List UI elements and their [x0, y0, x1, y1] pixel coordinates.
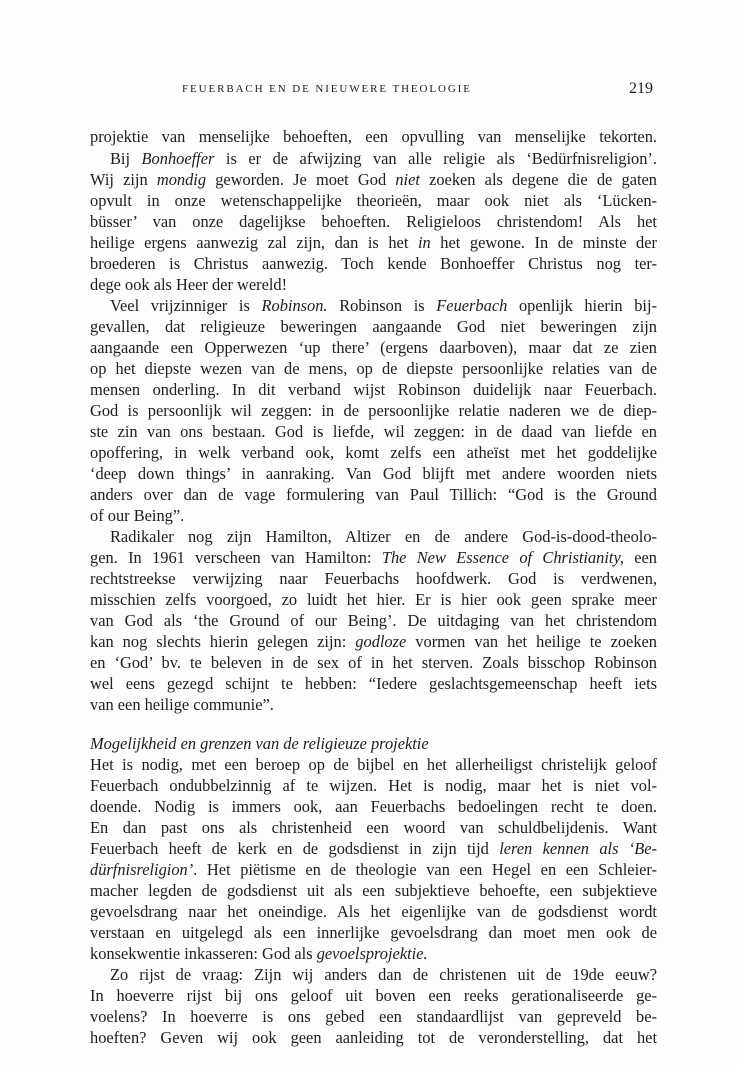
text-run: heilige ergens aanwezig zal zijn, dan is het: [90, 233, 418, 252]
text-run: hoeften? Geven wij ook geen aanleiding tot de veronderstelling, dat het: [90, 1028, 657, 1047]
text-run: konsekwentie inkasseren: God als: [90, 944, 317, 963]
text-line: [90, 589, 657, 610]
italic-run: leren kennen als ‘Be-: [499, 839, 657, 858]
text-run: aangaande een Opperwezen ‘up there’ (ergens daarboven), maar dat ze zien: [90, 338, 657, 357]
text-run: op het diepste wezen van de mens, op de diepste persoonlijke relaties van de: [90, 359, 657, 378]
text-line: [90, 880, 657, 901]
section-heading: [90, 733, 657, 754]
text-run: projektie van menselijke behoeften, een opvulling van menselijke tekorten.: [90, 127, 657, 146]
text-run: van God als ‘the Ground of our Being’. De uitdaging van het christendom: [90, 611, 657, 630]
text-line: [90, 964, 657, 985]
text-line: [90, 673, 657, 694]
text-line: [90, 211, 657, 232]
text-run: misschien zelfs voorgoed, zo luidt het hier. Er is hier ook geen sprake meer: [90, 590, 657, 609]
text-run: zoeken als degene die de gaten: [419, 170, 657, 189]
text-run: dege ook als Heer der wereld!: [90, 275, 288, 294]
text-run: Radikaler nog zijn Hamilton, Altizer en de andere God-is-dood-theolo-: [110, 527, 657, 546]
italic-run: Feuerbach: [436, 296, 508, 315]
text-run: macher legden de godsdienst uit als een subjektieve behoefte, een subjektieve: [90, 881, 657, 900]
text-line: [90, 775, 657, 796]
text-line: [90, 568, 657, 589]
text-line: [90, 148, 657, 169]
text-line: [90, 610, 657, 631]
text-run: Bij: [110, 149, 142, 168]
text-line: [90, 421, 657, 442]
text-line: [90, 337, 657, 358]
italic-run: The New Essence of Christianity,: [381, 548, 624, 567]
text-run: Zo rijst de vraag: Zijn wij anders dan de christenen uit de 19de eeuw?: [110, 965, 657, 984]
text-line: [90, 400, 657, 421]
text-run: en ‘God’ bv. te beleven in de sex of in het sterven. Zoals bisschop Robinson: [90, 653, 657, 672]
text-run: Veel vrijzinniger is: [110, 296, 262, 315]
text-line: [90, 295, 657, 316]
text-line: [90, 547, 657, 568]
running-title: FEUERBACH EN DE NIEUWERE THEOLOGIE: [182, 83, 472, 95]
text-run: ste zin van ons bestaan. God is liefde, wil zeggen: in de daad van liefde en: [90, 422, 657, 441]
text-run: Het is nodig, met een beroep op de bijbel en het allerheiligst christelijk geloof: [90, 755, 657, 774]
text-run: Mogelijkheid en grenzen van de religieuze projektie: [90, 734, 429, 753]
text-run: vormen van het heilige te zoeken: [406, 632, 657, 651]
text-run: doende. Nodig is immers ook, aan Feuerbachs bedoelingen recht te doen.: [90, 797, 657, 816]
text-line: [90, 1006, 657, 1027]
text-run: En dan past ons als christenheid een woord van schuldbelijdenis. Want: [90, 818, 657, 837]
text-run: kan nog slechts hierin gelegen zijn:: [90, 632, 356, 651]
text-run: van een heilige communie”.: [90, 695, 274, 714]
text-line: [90, 901, 657, 922]
text-line: [90, 379, 657, 400]
text-line: [90, 232, 657, 253]
text-line: [90, 1027, 657, 1048]
text-line: [90, 652, 657, 673]
text-run: verstaan en uitgelegd als een innerlijke gevoelsdrang dan moet men ook de: [90, 923, 657, 942]
text-line: [90, 169, 657, 190]
page-number: 219: [629, 80, 653, 97]
text-line: [90, 796, 657, 817]
text-line: [90, 358, 657, 379]
text-line: [90, 631, 657, 652]
text-run: opvult in onze wetenschappelijke theorieën, maar ook niet als ‘Lücken-: [90, 191, 657, 210]
italic-run: gevoelsprojektie.: [316, 944, 428, 963]
text-run: Robinson is: [327, 296, 437, 315]
text-line: [90, 985, 657, 1006]
text-run: Feuerbach heeft de kerk en de godsdienst in zijn tijd: [90, 839, 500, 858]
text-run: Feuerbach ondubbelzinnig af te wijzen. Het is nodig, maar het is niet vol-: [90, 776, 657, 795]
text-line: [90, 943, 657, 964]
text-run: openlijk hierin bij-: [507, 296, 657, 315]
text-run: gen. In 1961 verscheen van Hamilton:: [90, 548, 382, 567]
italic-run: Bonhoeffer: [141, 149, 215, 168]
text-line: [90, 190, 657, 211]
italic-run: niet: [395, 170, 420, 189]
page-header: [90, 80, 657, 103]
text-run: het gewone. In de minste der: [430, 233, 657, 252]
text-run: een: [623, 548, 657, 567]
text-run: In hoeverre rijst bij ons geloof uit boven een reeks gerationaliseerde ge-: [90, 986, 657, 1005]
text-line: [90, 126, 657, 147]
text-line: [90, 274, 657, 295]
text-run: voelens? In hoeverre is ons gebed een standaardlijst van gepreveld be-: [90, 1007, 657, 1026]
text-run: geworden. Je moet God: [206, 170, 396, 189]
text-run: of our Being”.: [90, 506, 185, 525]
text-run: gevoelsdrang naar het oneindige. Als het eigenlijke van de godsdienst wordt: [90, 902, 657, 921]
text-run: büsser’ van onze dagelijkse behoeften. Religieloos christendom! Als het: [90, 212, 657, 231]
text-run: wel eens gezegd schijnt te hebben: “Iedere geslachtsgemeenschap heeft iets: [90, 674, 657, 693]
text-line: [90, 859, 657, 880]
text-run: opoffering, in welk verband ook, komt zelfs een atheïst met het goddelijke: [90, 443, 657, 462]
text-line: [90, 694, 657, 715]
text-line: [90, 817, 657, 838]
italic-run: godloze: [355, 632, 407, 651]
text-run: broederen is Christus aanwezig. Toch kende Bonhoeffer Christus nog ter-: [90, 254, 657, 273]
text-line: [90, 463, 657, 484]
text-line: [90, 484, 657, 505]
text-line: [90, 838, 657, 859]
text-run: is er de afwijzing van alle religie als ‘Bedürfnisreligion’.: [214, 149, 657, 168]
italic-run: in: [417, 233, 431, 252]
italic-run: Robinson.: [261, 296, 328, 315]
text-line: [90, 505, 657, 526]
text-run: rechtstreekse verwijzing naar Feuerbachs hoofdwerk. God is verdwenen,: [90, 569, 657, 588]
text-line: [90, 253, 657, 274]
text-run: mensen onderling. In dit verband wijst Robinson duidelijk naar Feuerbach.: [90, 380, 657, 399]
text-line: [90, 316, 657, 337]
text-run: ‘deep down things’ in aanraking. Van God blijft met andere woorden niets: [90, 464, 657, 483]
text-run: anders over dan de vage formulering van Paul Tillich: “God is the Ground: [90, 485, 657, 504]
text-line: [90, 526, 657, 547]
text-run: gevallen, dat religieuze beweringen aangaande God niet beweringen zijn: [90, 317, 657, 336]
text-line: [90, 442, 657, 463]
text-line: [90, 922, 657, 943]
text-line: [90, 754, 657, 775]
text-run: God is persoonlijk wil zeggen: in de persoonlijke relatie naderen we de diep-: [90, 401, 657, 420]
text-run: Wij zijn: [90, 170, 157, 189]
italic-run: mondig: [156, 170, 207, 189]
text-run: . Het piëtisme en de theologie van een Hegel en een Schleier-: [193, 860, 657, 879]
italic-run: dürfnisreligion’: [90, 860, 194, 879]
